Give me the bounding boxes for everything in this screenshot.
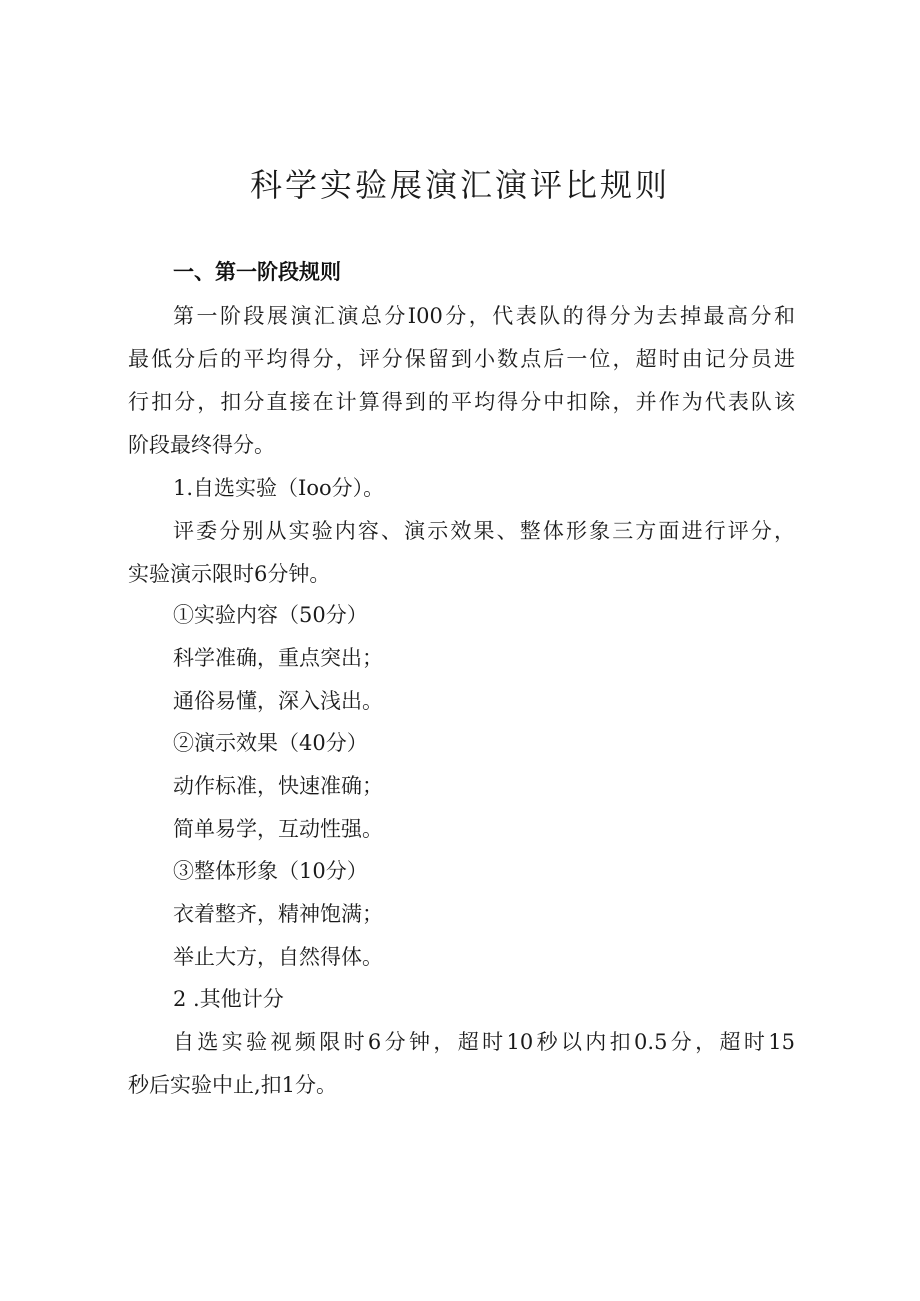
paragraph-line: 行扣分，扣分直接在计算得到的平均得分中扣除，并作为代表队该	[128, 390, 795, 414]
paragraph-line: 秒后实验中止,扣1分。	[128, 1073, 338, 1097]
paragraph-line: 最低分后的平均得分，评分保留到小数点后一位，超时由记分员进	[128, 347, 795, 371]
criterion-point: 动作标准，快速准确；	[173, 774, 383, 798]
criterion-title: ①实验内容（50分）	[173, 603, 368, 627]
criterion-point: 举止大方，自然得体。	[173, 945, 383, 969]
section-heading: 一、第一阶段规则	[173, 260, 341, 284]
paragraph-line: 实验演示限时6分钟。	[128, 562, 331, 586]
criterion-title: ③整体形象（10分）	[173, 859, 368, 883]
criterion-point: 通俗易懂，深入浅出。	[173, 689, 383, 713]
item-title: 2 .其他计分	[173, 987, 284, 1011]
paragraph-line: 自选实验视频限时6分钟，超时10秒以内扣0.5分，超时15	[173, 1030, 795, 1054]
paragraph-line: 第一阶段展演汇演总分I00分，代表队的得分为去掉最高分和	[173, 304, 795, 328]
paragraph-line: 阶段最终得分。	[128, 433, 275, 457]
criterion-title: ②演示效果（40分）	[173, 731, 368, 755]
paragraph-line: 评委分别从实验内容、演示效果、整体形象三方面进行评分，	[173, 519, 795, 543]
criterion-point: 衣着整齐，精神饱满；	[173, 902, 383, 926]
criterion-point: 简单易学，互动性强。	[173, 817, 383, 841]
item-title: 1.自选实验（Ioo分）。	[173, 476, 385, 500]
criterion-point: 科学准确，重点突出；	[173, 646, 383, 670]
document-title: 科学实验展演汇演评比规则	[249, 166, 670, 204]
